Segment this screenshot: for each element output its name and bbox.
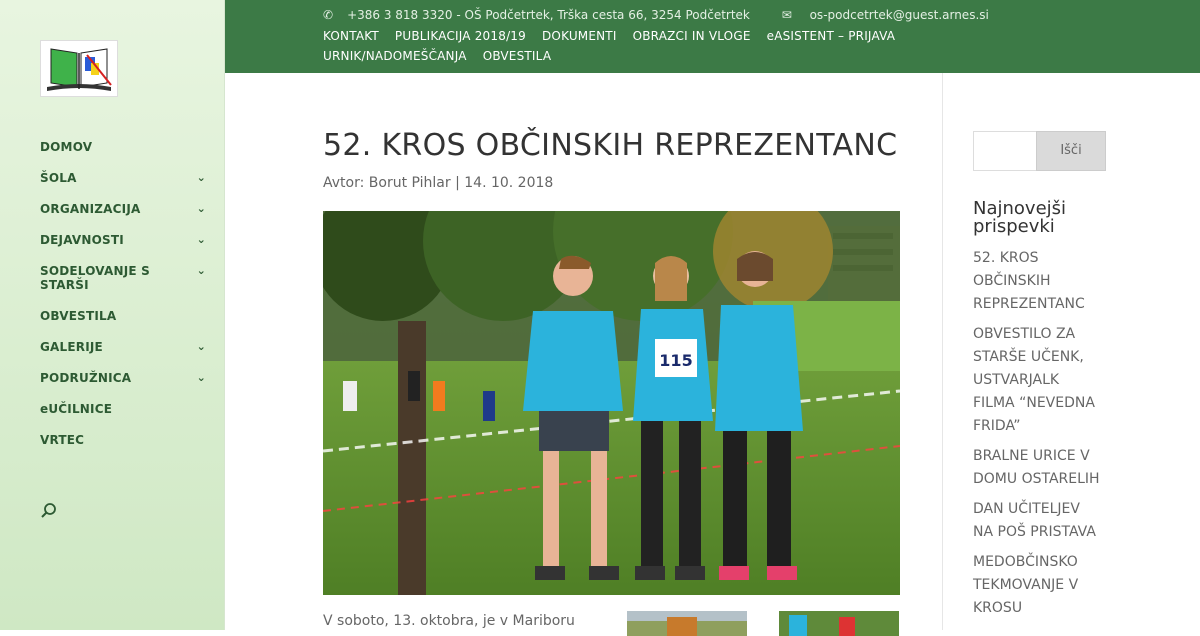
post-content: [323, 128, 903, 595]
recent-post-link[interactable]: 52. KROS OBČINSKIH REPREZENTANC: [973, 250, 1085, 312]
chevron-down-icon[interactable]: ⌄: [196, 371, 206, 384]
top-menu: [323, 29, 1053, 69]
top-header: [225, 0, 1200, 73]
nav-item-label: DOMOV: [40, 140, 93, 154]
contact-info: [323, 8, 1017, 22]
sidebar-divider: [942, 73, 943, 630]
nav-item-label: GALERIJE: [40, 340, 103, 354]
nav-item-vrtec[interactable]: [40, 433, 210, 447]
phone-info: [323, 8, 764, 22]
nav-item-label: SODELOVANJE S STARŠI: [40, 264, 150, 292]
phone-icon: ✆: [323, 8, 334, 22]
recent-posts-list: [973, 247, 1103, 627]
nav-item-dejavnosti[interactable]: [40, 233, 210, 247]
post-excerpt: V soboto, 13. oktobra, je v Mariboru: [323, 613, 575, 629]
nav-item-label: VRTEC: [40, 433, 85, 447]
menu-obrazci[interactable]: OBRAZCI IN VLOGE: [632, 29, 751, 43]
nav-item-podruznica[interactable]: [40, 371, 210, 385]
chevron-down-icon[interactable]: ⌄: [196, 340, 206, 353]
featured-image[interactable]: [323, 211, 900, 595]
chevron-down-icon[interactable]: ⌄: [196, 171, 206, 184]
nav-item-galerije[interactable]: [40, 340, 210, 354]
recent-post-link[interactable]: BRALNE URICE V DOMU OSTARELIH: [973, 448, 1100, 487]
nav-item-label: eUČILNICE: [40, 402, 113, 416]
menu-kontakt[interactable]: KONTAKT: [323, 29, 379, 43]
nav-item-label: ŠOLA: [40, 171, 77, 185]
nav-item-label: OBVESTILA: [40, 309, 117, 323]
recent-post-link[interactable]: MEDOBČINSKO TEKMOVANJE V KROSU: [973, 554, 1079, 616]
nav-item-label: ORGANIZACIJA: [40, 202, 141, 216]
menu-publikacija[interactable]: PUBLIKACIJA 2018/19: [394, 29, 526, 43]
nav-item-domov[interactable]: [40, 140, 210, 154]
search-icon[interactable]: [40, 502, 58, 524]
nav-item-obvestila[interactable]: [40, 309, 210, 323]
nav-item-label: DEJAVNOSTI: [40, 233, 124, 247]
phone-text: +386 3 818 3320 - OŠ Podčetrtek, Trška cesta 66, 3254 Podčetrtek: [347, 8, 750, 22]
race-bib: 115: [659, 351, 693, 370]
nav-item-label: PODRUŽNICA: [40, 371, 132, 385]
main-navigation: [40, 140, 210, 464]
menu-urnik[interactable]: URNIK/NADOMEŠČANJA: [323, 49, 467, 63]
gallery-thumbnail[interactable]: [779, 611, 899, 636]
nav-item-sola[interactable]: [40, 171, 210, 185]
search-input[interactable]: [973, 131, 1037, 171]
chevron-down-icon[interactable]: ⌄: [196, 264, 206, 277]
chevron-down-icon[interactable]: ⌄: [196, 233, 206, 246]
chevron-down-icon[interactable]: ⌄: [196, 202, 206, 215]
recent-post-link[interactable]: DAN UČITELJEV NA POŠ PRISTAVA: [973, 501, 1096, 540]
envelope-icon: ✉: [781, 8, 792, 22]
email-text: os-podcetrtek@guest.arnes.si: [809, 8, 989, 22]
menu-dokumenti[interactable]: DOKUMENTI: [541, 29, 617, 43]
recent-post-link[interactable]: OBVESTILO ZA STARŠE UČENK, USTVARJALK FILMA “NEVEDNA FRIDA”: [973, 326, 1095, 434]
nav-item-sodelovanje[interactable]: [40, 264, 210, 292]
school-logo[interactable]: [40, 40, 118, 97]
nav-item-organizacija[interactable]: [40, 202, 210, 216]
left-sidebar: [0, 0, 225, 630]
post-meta: Avtor: Borut Pihlar | 14. 10. 2018: [323, 175, 554, 191]
gallery-thumbnail[interactable]: [627, 611, 747, 636]
post-title: 52. KROS OBČINSKIH REPREZENTANC: [323, 128, 898, 163]
recent-posts-heading: Najnovejši prispevki: [973, 198, 1067, 237]
search-button[interactable]: Išči: [1036, 131, 1106, 171]
nav-item-eucilnice[interactable]: [40, 402, 210, 416]
email-info[interactable]: [782, 8, 1003, 22]
menu-obvestila[interactable]: OBVESTILA: [482, 49, 552, 63]
menu-easistent[interactable]: eASISTENT – PRIJAVA: [766, 29, 896, 43]
